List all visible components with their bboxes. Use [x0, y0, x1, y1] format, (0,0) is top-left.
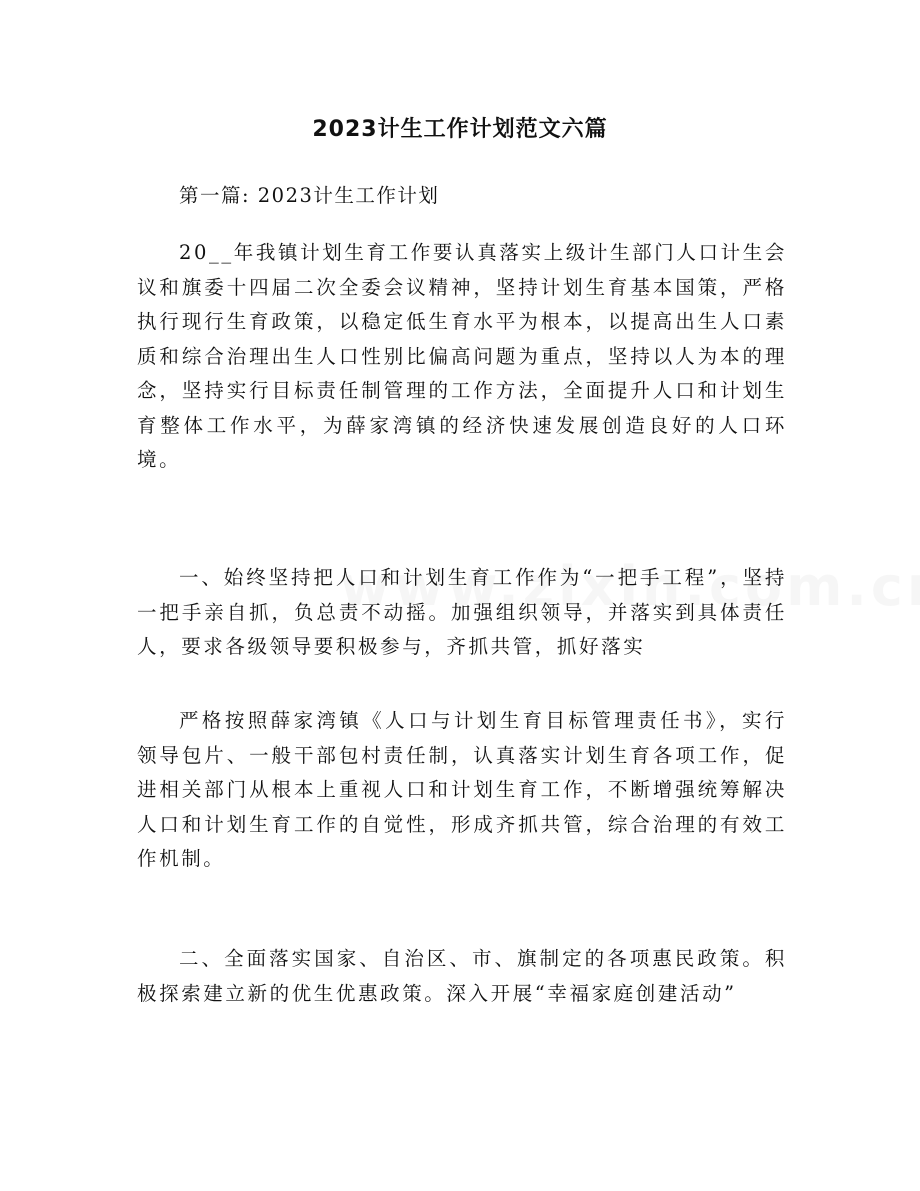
paragraph-point-two: 二、全面落实国家、自治区、市、旗制定的各项惠民政策。积极探索建立新的优生优惠政策。深入开展“幸福家庭创建活动” — [137, 947, 787, 1005]
paragraph-intro: 20__年我镇计划生育工作要认真落实上级计生部门人口计生会议和旗委十四届二次全委会议精神，坚持计划生育基本国策，严格执行现行生育政策，以稳定低生育水平为根本，以提高出生人口素质和综合治理出生人口性别比偏高问题为重点，坚持以人为本的理念，坚持实行目标责任制管理的工作方法，全面提升人口和计划生育整体工作水平，为薛家湾镇的经济快速发展创造良好的人口环境。 — [137, 241, 787, 471]
document-title: 2023计生工作计划范文六篇 — [312, 117, 608, 142]
paragraph-point-one: 一、始终坚持把人口和计划生育工作作为“一把手工程”，坚持一把手亲自抓，负总责不动摇。加强组织领导，并落实到具体责任人，要求各级领导要积极参与，齐抓共管，抓好落实 — [137, 566, 787, 658]
section-heading: 第一篇: 2023计生工作计划 — [179, 184, 440, 207]
paragraph-responsibility: 严格按照薛家湾镇《人口与计划生育目标管理责任书》，实行领导包片、一般干部包村责任制，认真落实计划生育各项工作，促进相关部门从根本上重视人口和计划生育工作，不断增强统筹解决人口和计划生育工作的自觉性，形成齐抓共管，综合治理的有效工作机制。 — [137, 709, 787, 870]
